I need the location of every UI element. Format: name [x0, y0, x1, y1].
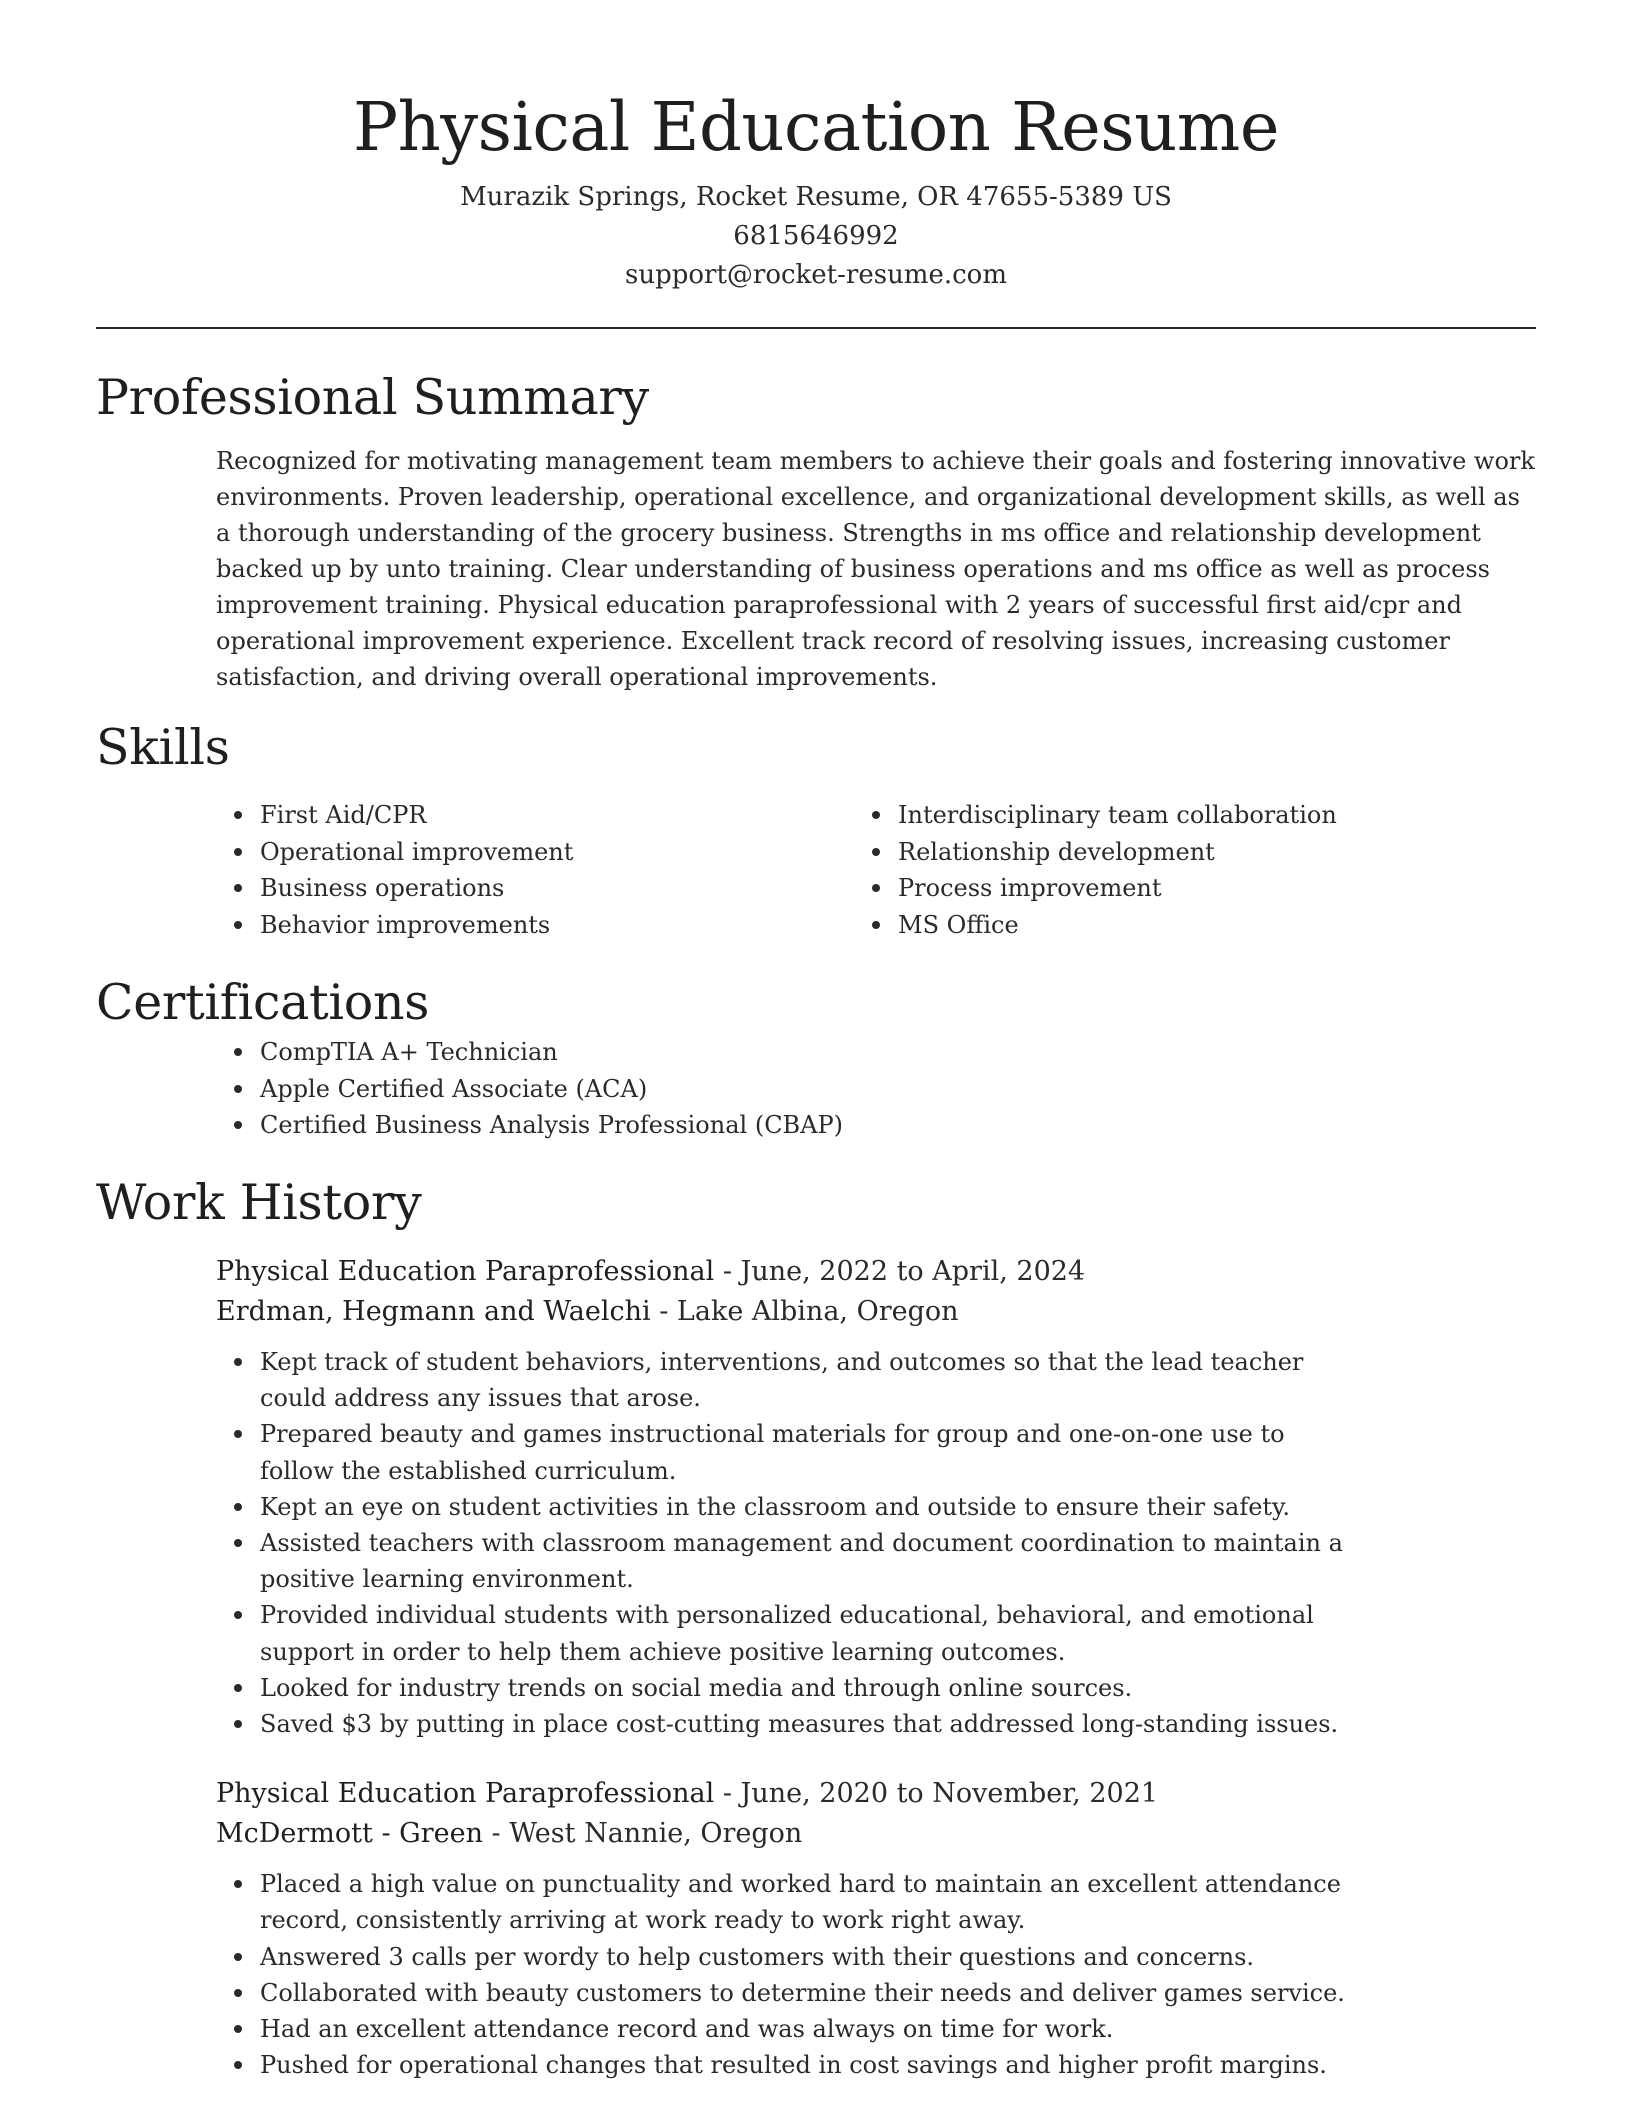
job-bullet: Answered 3 calls per wordy to help customers with their questions and concerns. [260, 1939, 1360, 1975]
section-heading-summary: Professional Summary [96, 369, 649, 426]
job-dates: - June, 2022 to April, 2024 [714, 1255, 1086, 1287]
skills-column-1 [96, 797, 898, 944]
skill-item: MS Office [898, 907, 1536, 944]
summary-text: Recognized for motivating management team members to achieve their goals and fostering innovative work environments. Proven leadership, operational excellence, and organizational development skills, as well as a thorough understanding of the grocery business. Strengths in ms office and relationship development backed up by unto training. Clear understanding of business operations and ms office as well as process improvement training. Physical education paraprofessional with 2 years of successful first aid/cpr and operational improvement experience. Excellent track record of resolving issues, increasing customer satisfaction, and driving overall operational improvements. [216, 447, 1535, 691]
skill-item: Behavior improvements [260, 907, 898, 944]
job-bullet: Prepared beauty and games instructional materials for group and one-on-one use to follow the established curriculum. [260, 1416, 1360, 1488]
certifications-list [96, 1034, 1536, 1144]
skills-section [96, 717, 1536, 944]
skill-item: First Aid/CPR [260, 797, 898, 834]
section-heading-work-history: Work History [96, 1173, 422, 1231]
section-heading-skills: Skills [96, 719, 230, 776]
contact-block [96, 178, 1536, 295]
skill-item: Business operations [260, 870, 898, 907]
job-title-line [216, 1774, 1536, 1814]
certification-item: CompTIA A+ Technician [260, 1034, 1536, 1071]
job-title-line [216, 1252, 1536, 1292]
job-company-line [216, 1292, 1536, 1332]
job-company: Erdman, Hegmann and Waelchi [216, 1295, 651, 1327]
skills-column-2 [898, 797, 1536, 944]
job-location: - Lake Albina, Oregon [650, 1295, 959, 1327]
job-bullet: Kept an eye on student activities in the classroom and outside to ensure their safety. [260, 1489, 1360, 1525]
contact-address: Murazik Springs, Rocket Resume, OR 47655-5389 US [460, 182, 1172, 212]
skill-item: Process improvement [898, 870, 1536, 907]
certification-item: Apple Certified Associate (ACA) [260, 1071, 1536, 1108]
job-bullet: Kept track of student behaviors, interventions, and outcomes so that the lead teacher could address any issues that arose. [260, 1344, 1360, 1416]
section-heading-certifications: Certifications [96, 973, 430, 1031]
job-dates: - June, 2020 to November, 2021 [714, 1778, 1159, 1810]
job-bullet: Had an excellent attendance record and was always on time for work. [260, 2011, 1360, 2047]
work-history-section [96, 1172, 1536, 2083]
professional-summary-section [96, 367, 1536, 695]
job-location: - West Nannie, Oregon [482, 1818, 803, 1850]
job-bullet: Provided individual students with personalized educational, behavioral, and emotional support in order to help them achieve positive learning outcomes. [260, 1597, 1360, 1669]
job-bullet: Pushed for operational changes that resulted in cost savings and higher profit margins. [260, 2047, 1360, 2083]
contact-phone: 6815646992 [733, 221, 899, 251]
job-title: Physical Education Paraprofessional [216, 1778, 715, 1810]
skill-item: Operational improvement [260, 834, 898, 871]
job-company: McDermott - Green [216, 1818, 483, 1850]
job-bullet: Assisted teachers with classroom management and document coordination to maintain a positive learning environment. [260, 1525, 1360, 1597]
job-bullet-list [216, 1344, 1536, 1742]
certifications-section [96, 972, 1536, 1144]
resume-page [96, 0, 1536, 2083]
certification-item: Certified Business Analysis Professional (CBAP) [260, 1107, 1536, 1144]
job-bullet: Collaborated with beauty customers to determine their needs and deliver games service. [260, 1975, 1360, 2011]
job-title: Physical Education Paraprofessional [216, 1255, 715, 1287]
job-company-line [216, 1814, 1536, 1854]
job-bullet: Looked for industry trends on social media and through online sources. [260, 1670, 1360, 1706]
header-divider [96, 327, 1536, 329]
job-bullet-list [216, 1866, 1536, 2083]
contact-email: support@rocket-resume.com [624, 260, 1007, 290]
skill-item: Relationship development [898, 834, 1536, 871]
job-entry [216, 1774, 1536, 2083]
skills-grid [96, 797, 1536, 944]
job-entry [216, 1252, 1536, 1742]
resume-title: Physical Education Resume [353, 88, 1279, 166]
job-bullet: Saved $3 by putting in place cost-cutting measures that addressed long-standing issues. [260, 1706, 1360, 1742]
job-bullet: Placed a high value on punctuality and worked hard to maintain an excellent attendance record, consistently arriving at work ready to work right away. [260, 1866, 1360, 1938]
skill-item: Interdisciplinary team collaboration [898, 797, 1536, 834]
